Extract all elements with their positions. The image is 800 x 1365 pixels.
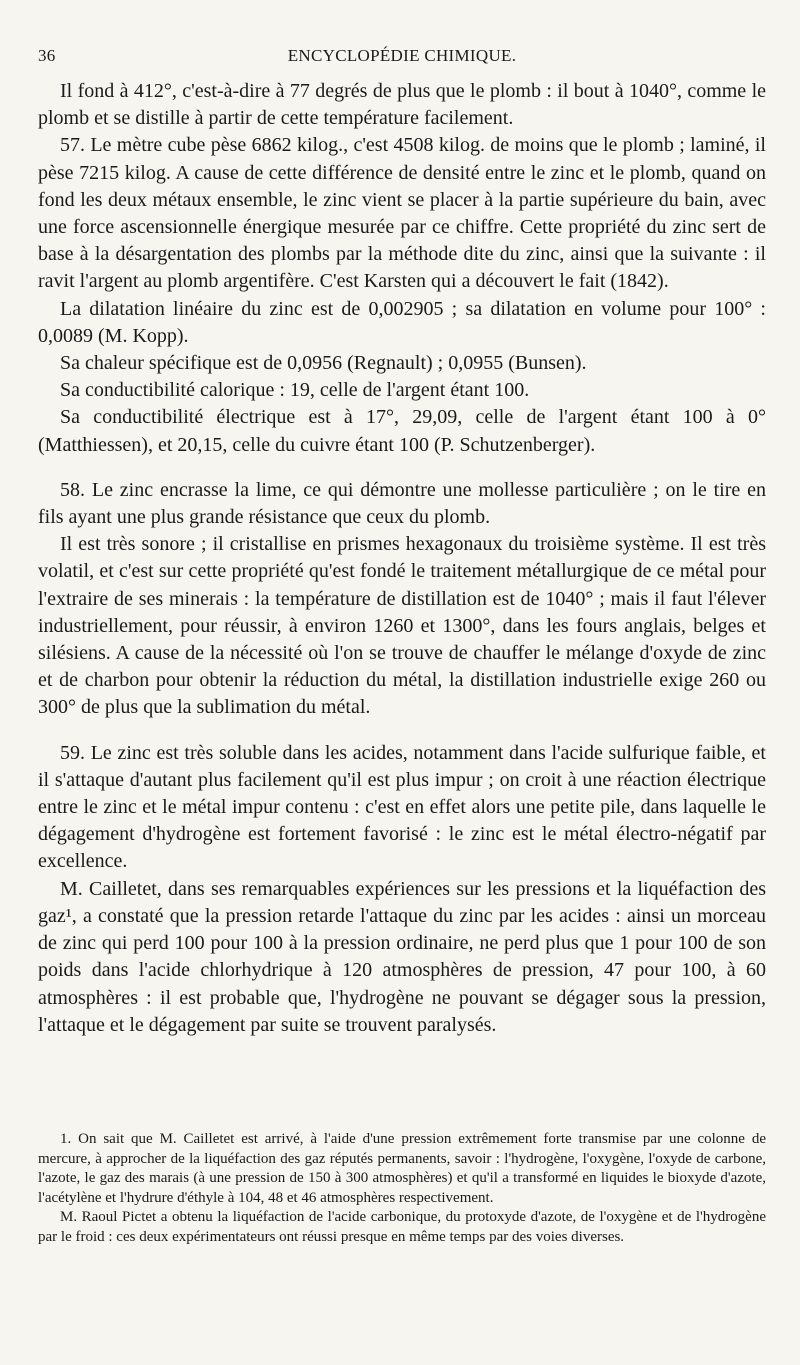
paragraph-linear-dilatation: La dilatation linéaire du zinc est de 0,002905 ; sa dilatation en volume pour 100° : 0,0089 (M. Kopp). [38,297,766,347]
paragraph-volatility: Il est très sonore ; il cristallise en prismes hexagonaux du troisième système. Il est très volatil, et c'est sur cette propriété qu'est fondé le traitement métallurgique de ce métal pour l'extraire de ses minerais : la température de distillation est de 1040° ; mais il faut l'élever industriellement, pour réussir, à environ 1260 et 1300°, dans les fours anglais, belges et silésiens. A cause de la nécessité où l'on se trouve de chauffer le mélange d'oxyde de zinc et de charbon pour obtenir la réduction du métal, la distillation industrielle exige 260 ou 300° de plus que la sublimation du métal. [38,533,766,719]
footnote-1: 1. On sait que M. Cailletet est arrivé, à l'aide d'une pression extrêmement forte transmise par une colonne de mercure, à approcher de la liquéfaction des gaz réputés permanents, savoir : l'hydrogène, l'oxygène, l'oxyde de carbone, l'azote, le gaz des marais (à une pression de 150 à 300 atmosphères) et qu'il a transformé en liquides le bioxyde d'azote, l'acétylène et l'hydrure d'éthyle à 104, 48 et 46 atmosphères respectivement. [38,1131,766,1206]
paragraph-melting-point: Il fond à 412°, c'est-à-dire à 77 degrés de plus que le plomb : il bout à 1040°, comme le plomb et se distille à partir de cette température facilement. [38,80,766,130]
paragraph-specific-heat: Sa chaleur spécifique est de 0,0956 (Regnault) ; 0,0955 (Bunsen). [60,352,587,375]
footnote-pictet: M. Raoul Pictet a obtenu la liquéfaction de l'acide carbonique, du protoxyde d'azote, de l'oxygène et de l'hydrogène par le froid : ces deux expérimentateurs ont réussi presque en même temps par des voies diverses. [38,1209,766,1245]
paragraph-thermal-conductivity: Sa conductibilité calorique : 19, celle de l'argent étant 100. [60,379,530,402]
section-gap [38,459,766,477]
paragraph-59-acids: 59. Le zinc est très soluble dans les acides, notamment dans l'acide sulfurique faible, et il s'attaque d'autant plus facilement qu'il est plus impur ; on croit à une réaction électrique entre le zinc et le métal impur contenu : c'est en effet alors une petite pile, dans laquelle le dégagement d'hydrogène est fortement favorisé : le zinc est le métal électro-négatif par excellence. [38,741,766,873]
running-title: ENCYCLOPÉDIE CHIMIQUE. [287,46,517,65]
page-number: 36 [38,46,56,65]
paragraph-58-softness: 58. Le zinc encrasse la lime, ce qui démontre une mollesse particulière ; on le tire en fils ayant une plus grande résistance que ceux du plomb. [38,478,766,529]
paragraph-cailletet: M. Cailletet, dans ses remarquables expériences sur les pressions et la liquéfaction des gaz¹, a constaté que la pression retarde l'attaque du zinc par les acides : ainsi un morceau de zinc qui perd 100 pour 100 à la pression ordinaire, ne perd plus que 1 pour 100 de son poids dans l'acide chlorhydrique à 120 atmosphères de pression, 47 pour 100, à 60 atmosphères : il est probable que, l'hydrogène ne pouvant se dégager sous la pression, l'attaque et le dégagement par suite se trouvent paralysés. [38,877,766,1036]
footnotes [38,1130,766,1247]
paragraph-electrical-conductivity: Sa conductibilité électrique est à 17°, 29,09, celle de l'argent étant 100 à 0° (Matthiessen), et 20,15, celle du cuivre étant 100 (P. Schutzenberger). [38,406,766,456]
section-gap [38,722,766,740]
running-head [38,46,766,70]
paragraph-57-density: 57. Le mètre cube pèse 6862 kilog., c'est 4508 kilog. de moins que le plomb ; laminé, il pèse 7215 kilog. A cause de cette différence de densité entre le zinc et le plomb, quand on fond les deux métaux ensemble, le zinc vient se placer à la partie supérieure du bain, avec une force ascensionnelle énergique mesurée par ce chiffre. Cette propriété du zinc sert de base à la désargentation des plombs par la méthode dite du zinc, ainsi que la suivante : il ravit l'argent au plomb argentifère. C'est Karsten qui a découvert le fait (1842). [38,134,766,293]
body-text [38,78,766,1039]
